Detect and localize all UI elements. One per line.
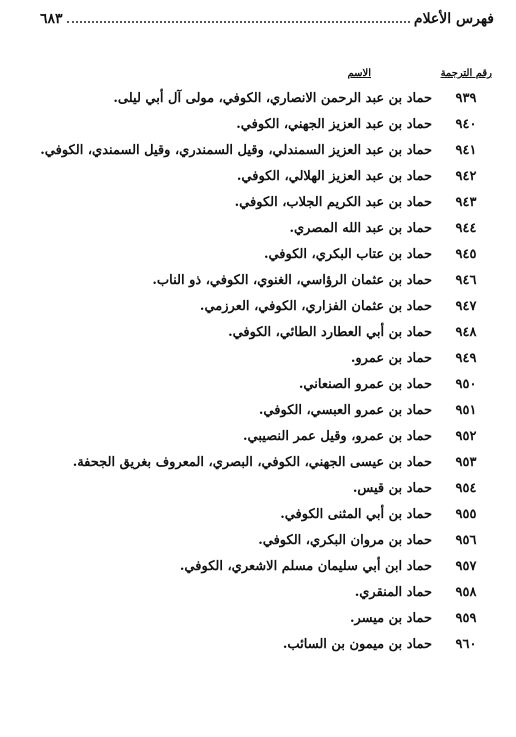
- entry-number: ٩٤٤: [455, 221, 477, 236]
- entry-number: ٩٥٧: [455, 559, 477, 574]
- entry-name: حماد بن عبد الكريم الجلاب، الكوفي.: [234, 195, 432, 210]
- index-entry: [20, 86, 494, 112]
- entry-name: حماد بن عثمان الرؤاسي، الغنوي، الكوفي، ذو الناب.: [152, 273, 432, 288]
- column-header-number: رقم الترجمة: [440, 68, 492, 79]
- index-entry: [20, 476, 494, 502]
- entry-name: حماد بن عبد الله المصري.: [289, 221, 432, 236]
- entry-name: حماد ابن أبي سليمان مسلم الاشعري، الكوفي.: [179, 559, 432, 574]
- entry-number: ٩٥٤: [455, 481, 477, 496]
- entry-number: ٩٥٦: [455, 533, 477, 548]
- entry-number: ٩٥٣: [455, 455, 477, 470]
- index-entry: [20, 606, 494, 632]
- index-entry: [20, 190, 494, 216]
- index-entry: [20, 424, 494, 450]
- entry-number: ٩٦٠: [455, 637, 477, 652]
- index-entry: [20, 580, 494, 606]
- entry-name: حماد بن مروان البكري، الكوفي.: [258, 533, 432, 548]
- entry-name: حماد بن عبد الرحمن الانصاري، الكوفي، مولى آل أبي ليلى.: [113, 91, 432, 106]
- index-entries: [20, 86, 494, 658]
- entry-name: حماد بن عبد العزيز السمندلي، وقيل السمندري، وقيل السمندي، الكوفي.: [40, 143, 432, 158]
- index-entry: [20, 112, 494, 138]
- entry-name: حماد بن عمرو.: [350, 351, 432, 366]
- entry-name: حماد بن ميمون بن السائب.: [282, 637, 432, 652]
- index-entry: [20, 320, 494, 346]
- entry-number: ٩٤٢: [455, 169, 477, 184]
- entry-name: حماد بن عيسى الجهني، الكوفي، البصري، المعروف بغريق الجحفة.: [72, 455, 432, 470]
- entry-name: حماد بن عمرو العبسي، الكوفي.: [258, 403, 432, 418]
- entry-name: حماد بن عتاب البكري، الكوفي.: [263, 247, 432, 262]
- column-header-name: الاسم: [347, 68, 371, 79]
- index-entry: [20, 450, 494, 476]
- index-entry: [20, 502, 494, 528]
- running-head-title: فهرس الأعلام: [413, 11, 494, 27]
- entry-name: حماد بن عبد العزيز الجهني، الكوفي.: [236, 117, 432, 132]
- index-entry: [20, 554, 494, 580]
- entry-number: ٩٤٣: [455, 195, 477, 210]
- entry-name: حماد المنقري.: [354, 585, 432, 600]
- index-entry: [20, 164, 494, 190]
- entry-number: ٩٤٨: [455, 325, 477, 340]
- index-entry: [20, 268, 494, 294]
- index-entry: [20, 294, 494, 320]
- entry-number: ٩٤٥: [455, 247, 477, 262]
- entry-number: ٩٤٦: [455, 273, 477, 288]
- entry-name: حماد بن عمرو الصنعاني.: [298, 377, 432, 392]
- entry-number: ٩٤٧: [455, 299, 477, 314]
- entry-number: ٩٥٠: [455, 377, 477, 392]
- entry-name: حماد بن أبي المثنى الكوفي.: [280, 507, 432, 522]
- entry-name: حماد بن عمرو، وقيل عمر النصيبي.: [242, 429, 432, 444]
- entry-number: ٩٥٢: [455, 429, 477, 444]
- index-entry: [20, 138, 494, 164]
- entry-number: ٩٥٨: [455, 585, 477, 600]
- entry-name: حماد بن عبد العزيز الهلالي، الكوفي.: [236, 169, 432, 184]
- entry-number: ٩٤١: [455, 143, 477, 158]
- index-entry: [20, 346, 494, 372]
- entry-name: حماد بن قيس.: [352, 481, 432, 496]
- page-number: ٦٨٣: [40, 11, 63, 27]
- index-entry: [20, 216, 494, 242]
- entry-number: ٩٤٠: [455, 117, 477, 132]
- running-head: [40, 8, 494, 30]
- entry-name: حماد بن أبي العطارد الطائي، الكوفي.: [228, 325, 432, 340]
- dot-leader: [67, 21, 410, 23]
- entry-number: ٩٥٥: [455, 507, 477, 522]
- entry-name: حماد بن ميسر.: [349, 611, 432, 626]
- index-entry: [20, 242, 494, 268]
- index-entry: [20, 398, 494, 424]
- entry-number: ٩٥١: [455, 403, 477, 418]
- entry-number: ٩٣٩: [455, 91, 477, 106]
- index-entry: [20, 528, 494, 554]
- index-entry: [20, 632, 494, 658]
- entry-number: ٩٥٩: [455, 611, 477, 626]
- index-entry: [20, 372, 494, 398]
- entry-name: حماد بن عثمان الفزاري، الكوفي، العرزمي.: [199, 299, 432, 314]
- entry-number: ٩٤٩: [455, 351, 477, 366]
